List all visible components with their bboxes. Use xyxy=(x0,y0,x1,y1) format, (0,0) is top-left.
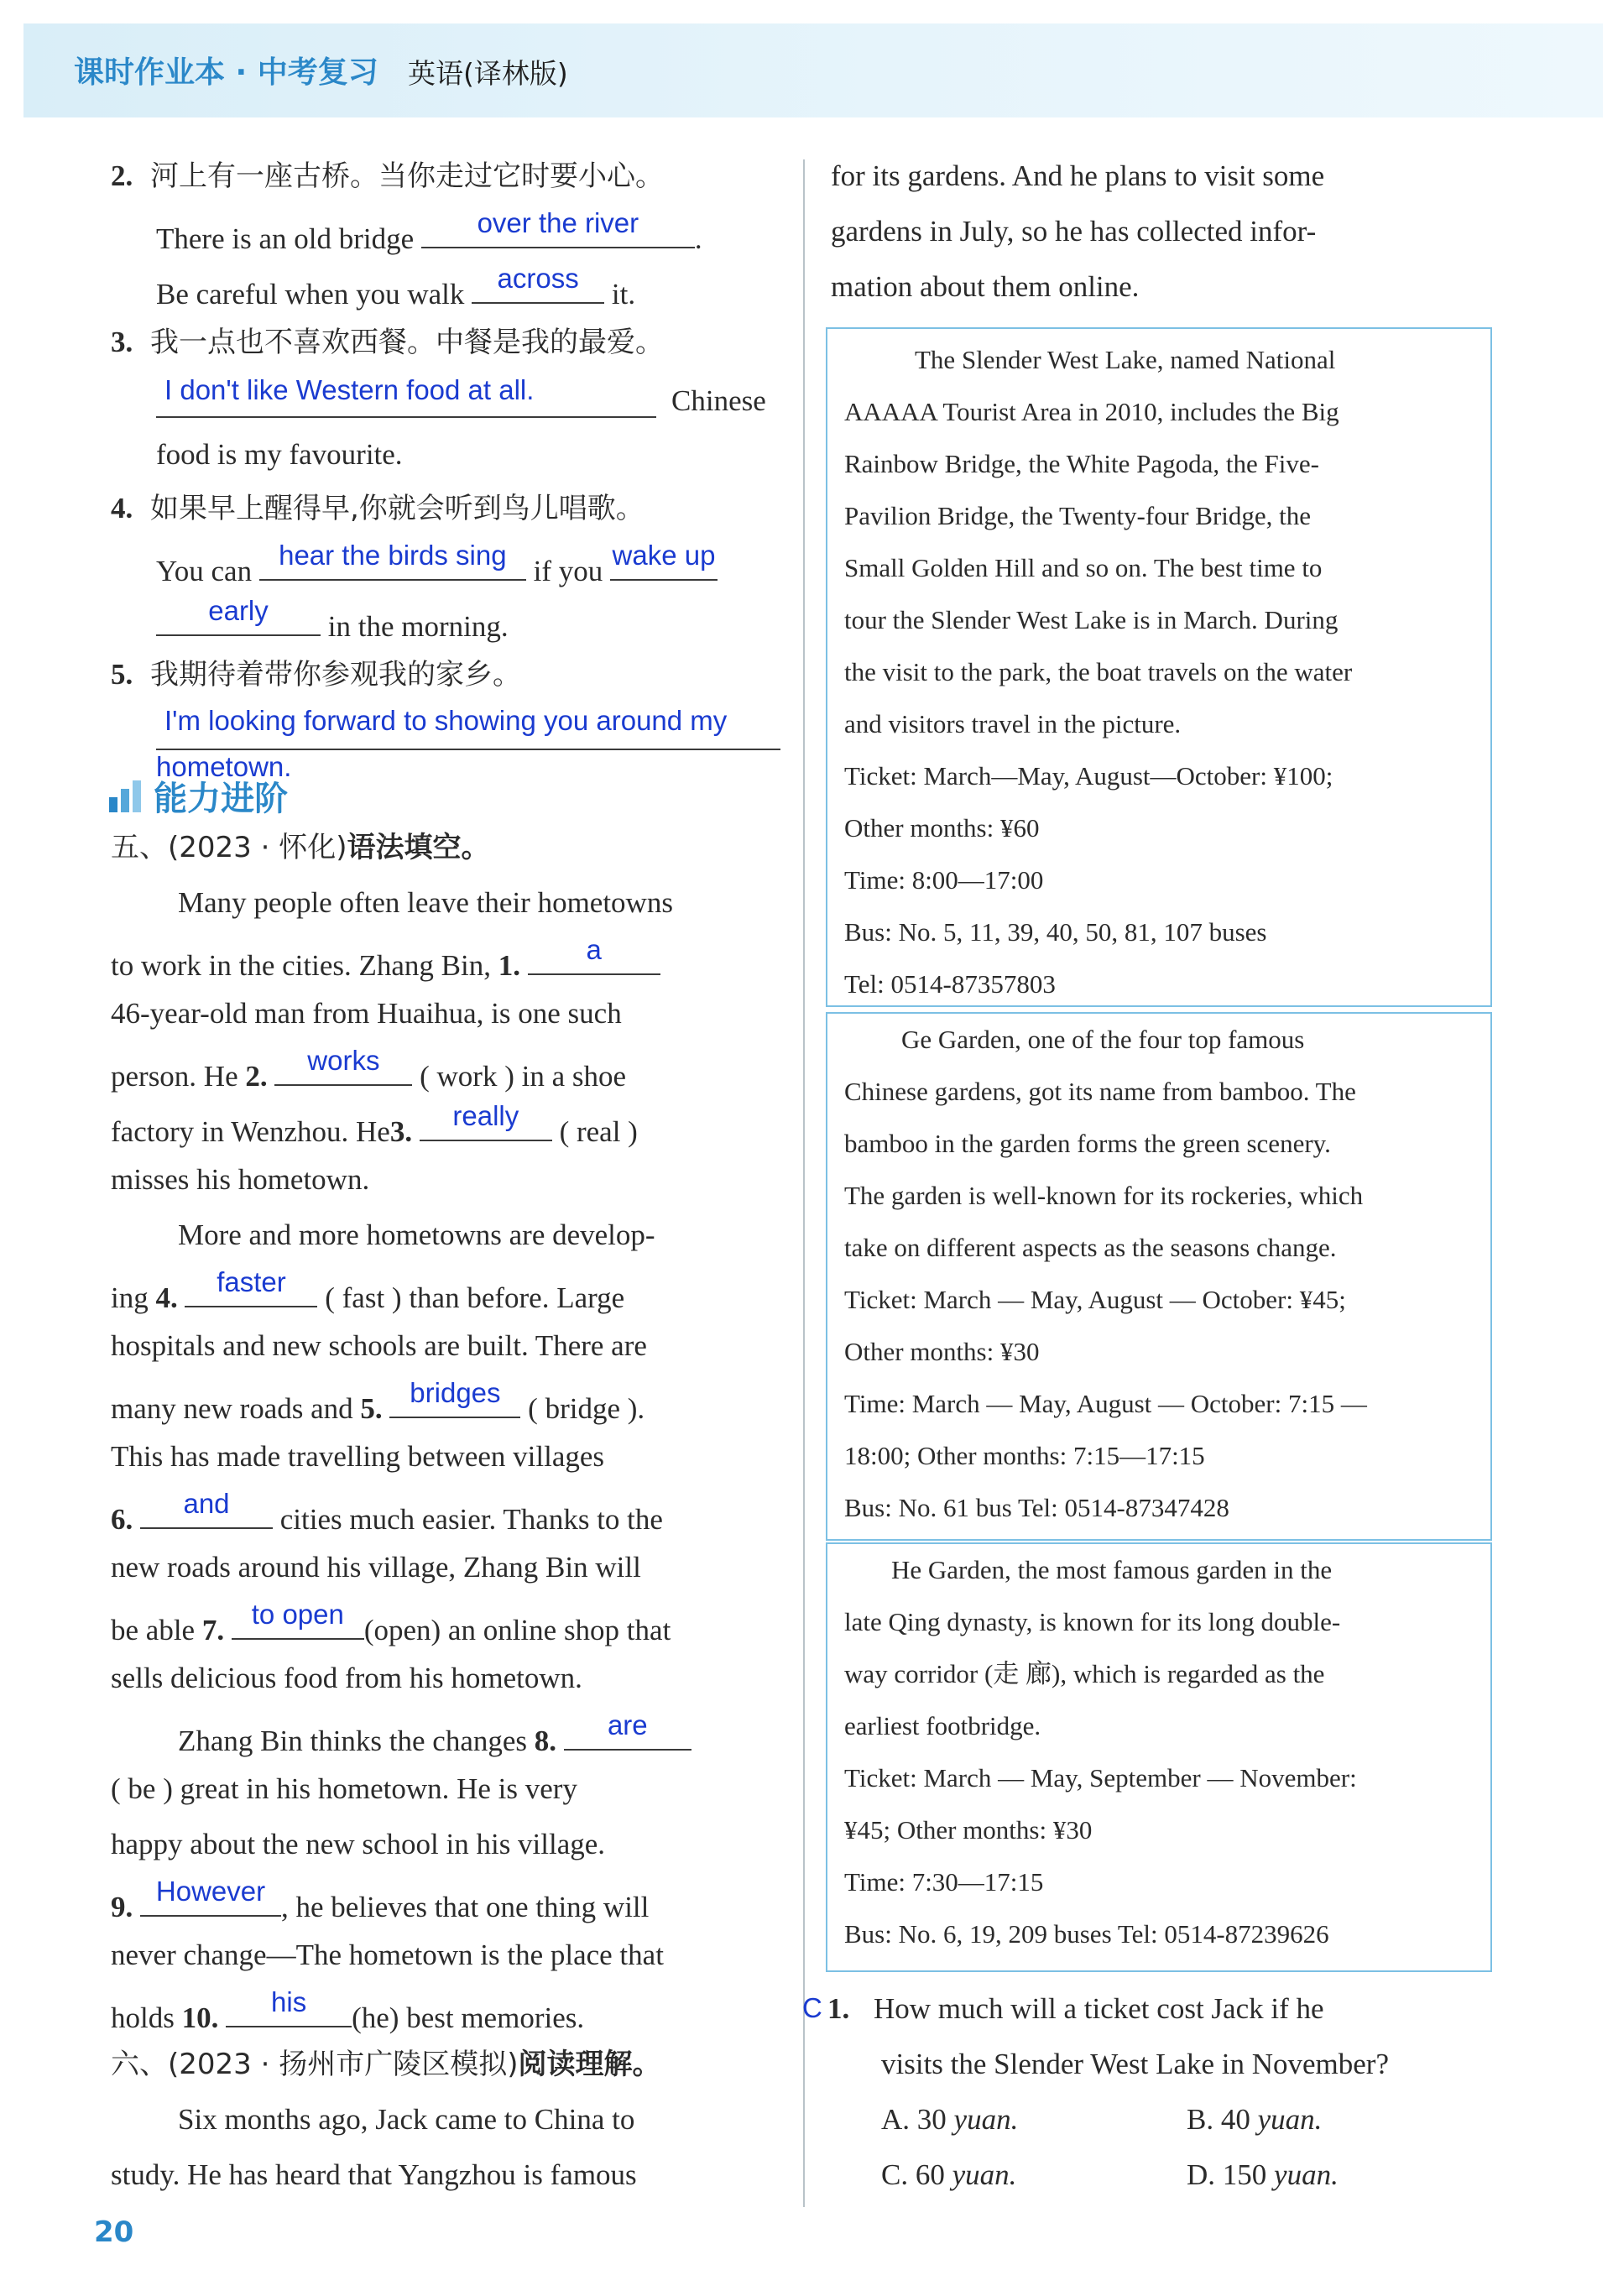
box-text: Time: March — May, August — October: 7:15 — xyxy=(844,1389,1367,1418)
answer-blank xyxy=(528,934,660,975)
answer-line xyxy=(156,416,656,418)
option-b[interactable] xyxy=(1187,2101,1322,2138)
answer-text: hear the birds sing xyxy=(279,540,507,571)
box-text: AAAAA Tourist Area in 2010, includes the Big xyxy=(844,397,1339,426)
answer-text: However xyxy=(155,1876,266,1907)
passage-text: misses his hometown. xyxy=(111,1163,370,1196)
option-unit: yuan. xyxy=(952,2158,1017,2191)
option-value: 150 xyxy=(1222,2158,1267,2191)
chinese-sentence: 如果早上醒得早,你就会听到鸟儿唱歌。 xyxy=(150,492,645,525)
passage-text: study. He has heard that Yangzhou is famous xyxy=(111,2158,637,2191)
answer-text: across xyxy=(497,263,579,294)
passage-text: mation about them online. xyxy=(831,270,1140,303)
passage-text: More and more hometowns are develop- xyxy=(178,1218,655,1251)
part-heading: 语法填空。 xyxy=(347,831,490,864)
box-text: Time: 7:30—17:15 xyxy=(844,1867,1044,1897)
box-text: Ticket: March — May, September — November: xyxy=(844,1763,1357,1792)
item-number: 2. xyxy=(111,159,133,192)
option-value: 40 xyxy=(1220,2103,1250,2136)
passage-text: (open) an online shop that xyxy=(363,1614,671,1646)
answer-blank xyxy=(140,1488,273,1529)
option-label: C. xyxy=(881,2158,909,2191)
passage-text: ( bridge ). xyxy=(528,1392,645,1425)
passage-text: 46-year-old man from Huaihua, is one such xyxy=(111,997,622,1030)
info-box-he-garden xyxy=(826,1542,1492,1972)
box-text: Bus: No. 61 bus Tel: 0514-87347428 xyxy=(844,1493,1229,1522)
passage-text: be able xyxy=(111,1614,196,1646)
blank-number: 10. xyxy=(181,2001,219,2034)
answer-blank xyxy=(232,1599,364,1640)
box-text: Chinese gardens, got its name from bamboo. The xyxy=(844,1077,1356,1106)
answer-text: a xyxy=(586,934,602,965)
passage-text: gardens in July, so he has collected infor- xyxy=(831,215,1317,248)
blank-number: 8. xyxy=(534,1725,557,1757)
section-header xyxy=(109,772,288,820)
passage-text: This has made travelling between villages xyxy=(111,1440,605,1473)
blank-number: 9. xyxy=(111,1891,133,1923)
passage-text: holds xyxy=(111,2001,175,2034)
passage-text: many new roads and xyxy=(111,1392,353,1425)
answer-text: I'm looking forward to showing you around my xyxy=(164,705,728,736)
passage-text: Zhang Bin thinks the changes xyxy=(178,1725,528,1757)
passage-text: cities much easier. Thanks to the xyxy=(279,1503,663,1536)
question-number: 1. xyxy=(827,1992,850,2025)
blank-number: 6. xyxy=(111,1503,133,1536)
passage-text: ( fast ) than before. Large xyxy=(325,1281,625,1314)
sentence-text: in the morning. xyxy=(327,610,509,643)
option-value: 60 xyxy=(915,2158,945,2191)
passage-text: to work in the cities. Zhang Bin, xyxy=(111,949,491,982)
bars-icon xyxy=(109,779,144,814)
answer-text: early xyxy=(208,595,269,626)
page-number: 20 xyxy=(94,2215,134,2249)
blank-number: 4. xyxy=(155,1281,178,1314)
answer-blank xyxy=(421,207,695,248)
option-c[interactable] xyxy=(881,2157,1016,2194)
box-text: The Slender West Lake, named National xyxy=(915,345,1336,374)
box-text: The garden is well-known for its rockeries, which xyxy=(844,1181,1364,1210)
option-unit: yuan. xyxy=(1274,2158,1339,2191)
answer-blank xyxy=(389,1377,520,1418)
box-text: Bus: No. 6, 19, 209 buses Tel: 0514-87239626 xyxy=(844,1919,1329,1949)
passage-text: factory in Wenzhou. He xyxy=(111,1115,390,1148)
part-heading: 阅读理解。 xyxy=(518,2048,661,2081)
answer-text: wake up xyxy=(612,540,716,571)
box-text: late Qing dynasty, is known for its long double- xyxy=(844,1607,1341,1636)
answer-blank xyxy=(564,1709,691,1751)
box-text: Bus: No. 5, 11, 39, 40, 50, 81, 107 buses xyxy=(844,917,1267,947)
info-box-slender-west-lake xyxy=(826,327,1492,1007)
box-text: Ticket: March — May, August — October: ¥45; xyxy=(844,1285,1346,1314)
box-text: He Garden, the most famous garden in the xyxy=(891,1555,1333,1584)
passage-text: ing xyxy=(111,1281,149,1314)
passage-text: Many people often leave their hometowns xyxy=(178,886,673,919)
chinese-sentence: 我一点也不喜欢西餐。中餐是我的最爱。 xyxy=(150,326,664,359)
answer-blank xyxy=(259,540,526,581)
item-number: 5. xyxy=(111,658,133,691)
passage-text: , he believes that one thing will xyxy=(281,1891,650,1923)
box-text: Other months: ¥60 xyxy=(844,813,1040,843)
answer-text: and xyxy=(183,1488,230,1519)
answer-blank xyxy=(274,1045,412,1086)
box-text: bamboo in the garden forms the green scenery. xyxy=(844,1129,1331,1158)
passage-text: hospitals and new schools are built. There are xyxy=(111,1329,647,1362)
passage-text: happy about the new school in his village. xyxy=(111,1828,606,1860)
box-text: way corridor (走 廊), which is regarded as the xyxy=(844,1659,1325,1688)
answer-text: faster xyxy=(217,1266,286,1297)
box-text: Tel: 0514-87357803 xyxy=(844,969,1056,999)
answer-line xyxy=(156,749,780,750)
answer-blank xyxy=(420,1100,552,1141)
answer-blank xyxy=(156,595,321,636)
option-label: D. xyxy=(1187,2158,1216,2191)
answer-blank xyxy=(140,1876,281,1917)
passage-text: Six months ago, Jack came to China to xyxy=(178,2103,635,2136)
sentence-text: it. xyxy=(611,278,636,310)
passage-text: person. He xyxy=(111,1060,238,1093)
passage-text: ( real ) xyxy=(559,1115,638,1148)
blank-number: 1. xyxy=(498,949,520,982)
box-text: Time: 8:00—17:00 xyxy=(844,865,1044,895)
option-a[interactable] xyxy=(881,2101,1018,2138)
book-brand: 课时作业本 · 中考复习 xyxy=(74,55,378,90)
passage-text: new roads around his village, Zhang Bin will xyxy=(111,1551,641,1584)
item-number: 4. xyxy=(111,492,133,524)
chinese-sentence: 我期待着带你参观我的家乡。 xyxy=(150,658,521,691)
blank-number: 7. xyxy=(201,1614,225,1646)
passage-text: (he) best memories. xyxy=(352,2001,585,2034)
item-number: 3. xyxy=(111,326,133,358)
question-text: visits the Slender West Lake in November? xyxy=(881,2048,1389,2080)
part-heading-prefix: 六、(2023 · 扬州市广陵区模拟) xyxy=(111,2048,519,2081)
option-d[interactable] xyxy=(1187,2157,1339,2194)
passage-text: sells delicious food from his hometown. xyxy=(111,1662,582,1694)
blank-number: 2. xyxy=(245,1060,268,1093)
box-text: 18:00; Other months: 7:15—17:15 xyxy=(844,1441,1205,1470)
answer-text: works xyxy=(307,1045,380,1076)
answer-text: to open xyxy=(251,1599,344,1630)
box-text: Small Golden Hill and so on. The best time to xyxy=(844,553,1323,582)
answer-text: are xyxy=(607,1709,648,1740)
question-answer: C xyxy=(802,1992,822,2023)
option-label: B. xyxy=(1187,2103,1214,2136)
answer-text: his xyxy=(271,1986,307,2017)
sentence-text: You can xyxy=(156,555,253,587)
answer-text: bridges xyxy=(410,1377,501,1408)
sentence-text: Chinese xyxy=(671,384,766,417)
sentence-text: . xyxy=(694,222,702,255)
book-subject: 英语(译林版) xyxy=(408,57,568,90)
box-text: the visit to the park, the boat travels on the water xyxy=(844,657,1353,686)
passage-text: for its gardens. And he plans to visit some xyxy=(831,159,1325,192)
column-divider xyxy=(803,159,805,2207)
answer-blank xyxy=(185,1266,317,1307)
box-text: Rainbow Bridge, the White Pagoda, the Five- xyxy=(844,449,1319,478)
question-text: How much will a ticket cost Jack if he xyxy=(874,1992,1324,2025)
answer-blank xyxy=(610,540,718,581)
sentence-text: Be careful when you walk xyxy=(156,278,465,310)
box-text: Pavilion Bridge, the Twenty-four Bridge, the xyxy=(844,501,1312,530)
box-text: tour the Slender West Lake is in March. During xyxy=(844,605,1339,634)
option-unit: yuan. xyxy=(953,2103,1019,2136)
sentence-text: if you xyxy=(533,555,603,587)
blank-number: 3. xyxy=(389,1115,413,1148)
blank-number: 5. xyxy=(360,1392,383,1425)
section-title: 能力进阶 xyxy=(154,780,289,818)
sentence-text: There is an old bridge xyxy=(156,222,415,255)
option-label: A. xyxy=(881,2103,911,2136)
part-heading-prefix: 五、(2023 · 怀化) xyxy=(111,831,347,864)
box-text: ¥45; Other months: ¥30 xyxy=(844,1815,1093,1845)
box-text: Ticket: March—May, August—October: ¥100; xyxy=(844,761,1333,791)
answer-blank xyxy=(226,1986,352,2027)
answer-text: really xyxy=(452,1100,519,1131)
passage-text: ( work ) in a shoe xyxy=(420,1060,627,1093)
box-text: Ge Garden, one of the four top famous xyxy=(901,1025,1305,1054)
passage-text: ( be ) great in his hometown. He is very xyxy=(111,1772,577,1805)
info-box-ge-garden xyxy=(826,1012,1492,1541)
option-unit: yuan. xyxy=(1257,2103,1323,2136)
answer-blank xyxy=(472,263,604,304)
answer-text: over the river xyxy=(477,207,639,238)
answer-text: hometown. xyxy=(156,751,292,782)
box-text: and visitors travel in the picture. xyxy=(844,709,1182,738)
chinese-sentence: 河上有一座古桥。当你走过它时要小心。 xyxy=(150,159,664,193)
option-value: 30 xyxy=(916,2103,947,2136)
sentence-text: food is my favourite. xyxy=(156,438,403,471)
box-text: earliest footbridge. xyxy=(844,1711,1041,1740)
answer-text: I don't like Western food at all. xyxy=(164,374,535,405)
passage-text: never change—The hometown is the place that xyxy=(111,1939,664,1971)
box-text: take on different aspects as the seasons change. xyxy=(844,1233,1337,1262)
box-text: Other months: ¥30 xyxy=(844,1337,1040,1366)
